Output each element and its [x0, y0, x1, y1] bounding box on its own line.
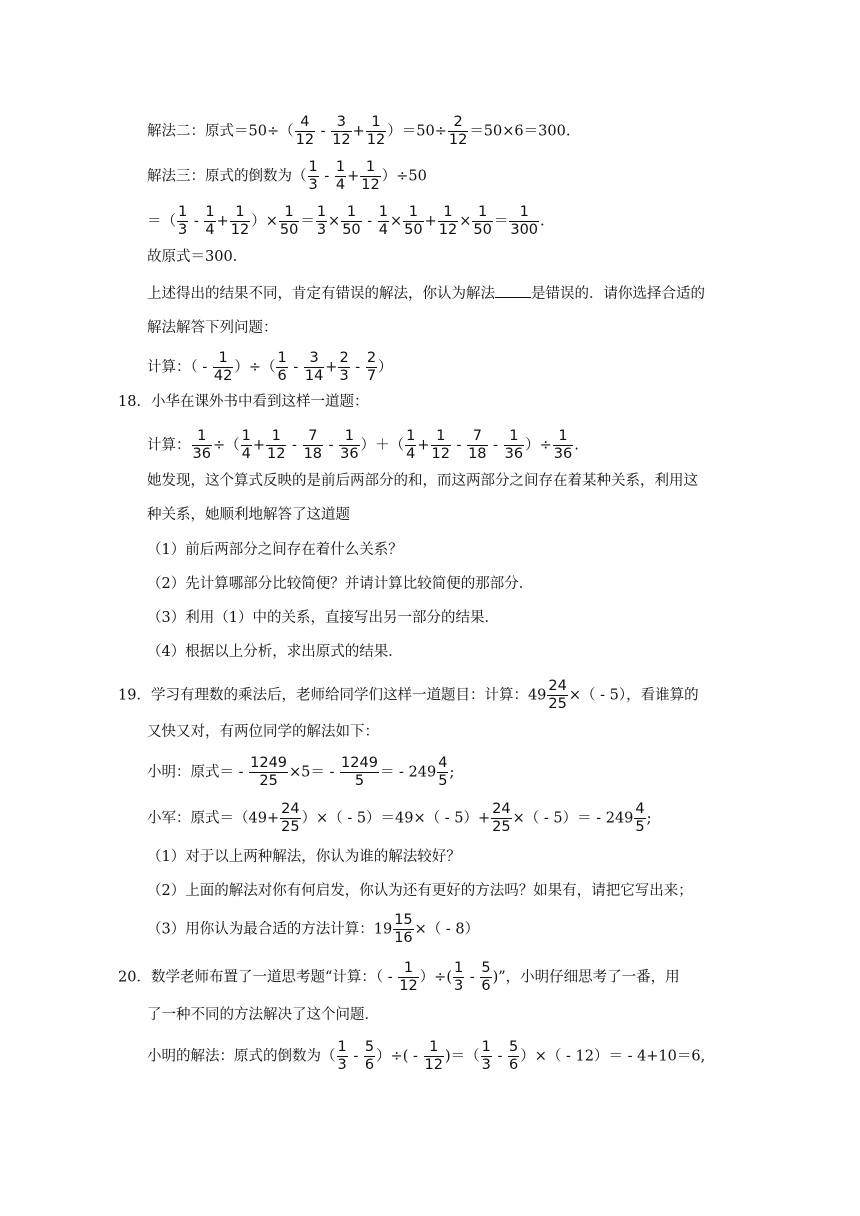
- denominator: 12: [267, 446, 286, 462]
- denominator: 12: [399, 978, 418, 994]
- denominator: 300: [510, 222, 539, 238]
- result-line: 故原式＝300.: [147, 249, 238, 265]
- fraction: [398, 960, 418, 995]
- numerator: 1: [279, 204, 299, 222]
- xiaoming-q20-solution: [147, 1039, 705, 1074]
- operator: -: [488, 437, 503, 454]
- text: ）÷（: [234, 359, 276, 376]
- text: 计算：（ -: [147, 359, 212, 376]
- operator: -: [350, 359, 365, 376]
- numerator: 7: [467, 428, 487, 446]
- numerator: 2: [448, 114, 468, 132]
- fraction: [553, 428, 573, 463]
- fraction: [241, 428, 252, 463]
- question-paragraph-line: 解法解答下列问题：: [147, 320, 278, 336]
- denominator: 36: [340, 446, 359, 462]
- fraction: [276, 350, 287, 385]
- numerator: 5: [481, 960, 491, 976]
- denominator: 16: [394, 930, 413, 946]
- operator: -: [465, 969, 480, 986]
- numerator: 1: [553, 428, 573, 446]
- numerator: 24: [281, 801, 300, 817]
- text: ×（ - 8）: [414, 921, 480, 938]
- denominator: 12: [295, 132, 315, 148]
- text: （3）用你认为最合适的方法计算：19: [147, 921, 393, 938]
- numerator: 1: [178, 204, 188, 220]
- denominator: 4: [378, 222, 389, 238]
- fraction: [437, 755, 448, 790]
- fraction: [491, 801, 511, 836]
- denominator: 3: [339, 368, 349, 384]
- fraction: [337, 1039, 348, 1074]
- numerator: 1249: [250, 755, 288, 771]
- denominator: 25: [281, 819, 300, 835]
- text: .: [574, 437, 579, 454]
- text: ;: [646, 810, 652, 827]
- text: 小军：原式＝（49+: [147, 810, 280, 827]
- text: ×: [328, 213, 341, 230]
- text: 上述得出的结果不同，肯定有错误的解法，你认为解法: [147, 286, 495, 302]
- text: ）＝50÷: [387, 123, 447, 140]
- denominator: 5: [354, 773, 365, 789]
- numerator: 1: [504, 428, 524, 446]
- operator: +: [417, 437, 430, 454]
- numerator: 4: [438, 755, 448, 771]
- fraction: [279, 204, 299, 239]
- subquestion: （2）上面的解法对你有何启发，你认为还有更好的方法吗？如果有，请把它写出来；: [147, 883, 693, 899]
- fraction: [364, 1039, 375, 1074]
- denominator: 7: [366, 368, 377, 384]
- fraction: [405, 428, 416, 463]
- text: .: [540, 213, 545, 230]
- fraction: [331, 114, 351, 149]
- text: ）÷50: [381, 168, 427, 185]
- text: ）×（ - 12）＝ - 4+10＝6,: [520, 1048, 706, 1065]
- operator: -: [319, 168, 334, 185]
- text: -: [362, 213, 377, 230]
- fraction: [438, 204, 458, 239]
- denominator: 3: [337, 1057, 347, 1073]
- solution-two-line: [147, 114, 570, 149]
- denominator: 3: [316, 222, 327, 238]
- denominator: 3: [481, 1057, 491, 1073]
- fraction: [339, 428, 359, 463]
- numerator: 1: [316, 204, 327, 220]
- numerator: 1: [337, 1039, 347, 1055]
- denominator: 18: [303, 446, 323, 462]
- fraction: [481, 1039, 492, 1074]
- numerator: 2: [339, 350, 349, 366]
- text: ;: [449, 764, 455, 781]
- fraction: [230, 204, 250, 239]
- paragraph-line: 种关系，她顺利地解答了这道题: [147, 507, 350, 523]
- fraction: [177, 204, 188, 239]
- numerator: 1: [241, 428, 251, 444]
- denominator: 12: [361, 177, 380, 193]
- denominator: 12: [230, 222, 250, 238]
- denominator: 14: [304, 368, 324, 384]
- denominator: 6: [481, 978, 491, 994]
- operator: -: [324, 437, 339, 454]
- numerator: 1: [205, 204, 215, 220]
- numerator: 1: [339, 428, 359, 446]
- operator: +: [325, 359, 338, 376]
- fraction: [448, 114, 468, 149]
- numerator: 1: [472, 204, 492, 222]
- text: 19．学习有理数的乘法后，老师给同学们这样一道题目：计算：49: [118, 687, 547, 704]
- numerator: 1: [438, 204, 458, 222]
- denominator: 12: [366, 132, 386, 148]
- calc-18-line: [147, 428, 579, 463]
- text: ×5＝ -: [289, 764, 340, 781]
- subquestion: （2）先计算哪部分比较简便？并请计算比较简便的那部分．: [147, 576, 534, 592]
- operator: +: [352, 123, 365, 140]
- numerator: 7: [303, 428, 323, 446]
- denominator: 36: [504, 446, 524, 462]
- numerator: 1: [406, 428, 416, 444]
- fraction: [295, 114, 315, 149]
- fraction: [316, 204, 327, 239]
- question-18-title: 18．小华在课外书中看到这样一道题：: [118, 394, 369, 410]
- fraction: [280, 801, 300, 836]
- denominator: 12: [424, 1057, 443, 1073]
- numerator: 2: [366, 350, 377, 366]
- fraction: [360, 159, 380, 194]
- text: ×: [390, 213, 403, 230]
- text: ＝: [493, 213, 509, 230]
- denominator: 42: [213, 368, 233, 384]
- fraction: [304, 350, 324, 385]
- text: ＝50×6＝300.: [469, 123, 571, 140]
- fraction: [340, 755, 379, 790]
- numerator: 1: [335, 159, 346, 175]
- numerator: 1249: [341, 755, 378, 771]
- solution-three-line: [147, 159, 427, 194]
- denominator: 50: [279, 222, 299, 238]
- numerator: 5: [364, 1039, 375, 1055]
- subquestion: （4）根据以上分析，求出原式的结果．: [147, 644, 403, 660]
- denominator: 50: [404, 222, 423, 238]
- numerator: 1: [403, 204, 423, 222]
- xiaoming-solution: [147, 755, 454, 790]
- solution-three-expansion: [147, 204, 545, 239]
- denominator: 12: [332, 132, 351, 148]
- fraction: [424, 1039, 444, 1074]
- subquestion: （3）利用（1）中的关系，直接写出另一部分的结果．: [147, 610, 499, 626]
- question-20-title: [118, 960, 680, 995]
- subquestion: [147, 912, 479, 947]
- denominator: 12: [448, 132, 468, 148]
- fraction: [266, 428, 286, 463]
- text: ）＋（: [360, 437, 405, 454]
- denominator: 6: [509, 1057, 519, 1073]
- fraction: [204, 204, 215, 239]
- text: 解法三：原式的倒数为（: [147, 168, 307, 185]
- operator: -: [492, 1048, 508, 1065]
- text: ×（ - 5）＝ - 249: [512, 810, 634, 827]
- text: ×（ - 5），看谁算的: [568, 687, 699, 704]
- numerator: 1: [378, 204, 389, 220]
- numerator: 1: [481, 1039, 491, 1055]
- text: ）÷( -: [376, 1048, 423, 1065]
- text: ）×: [251, 213, 278, 230]
- numerator: 1: [341, 204, 361, 222]
- fraction: [547, 678, 567, 713]
- operator: +: [216, 213, 229, 230]
- text: ）÷(: [419, 969, 452, 986]
- fraction: [366, 350, 377, 385]
- numerator: 1: [454, 960, 464, 976]
- text: 是错误的．请你选择合适的: [531, 286, 705, 302]
- fraction: [453, 960, 464, 995]
- denominator: 5: [635, 819, 645, 835]
- fraction: [403, 204, 423, 239]
- numerator: 3: [304, 350, 324, 368]
- subquestion: （1）对于以上两种解法，你认为谁的解法较好？: [147, 849, 461, 865]
- denominator: 36: [192, 446, 211, 462]
- text: ÷（: [212, 437, 240, 454]
- text: 小明：原式＝ -: [147, 764, 249, 781]
- operator: -: [189, 213, 204, 230]
- denominator: 3: [178, 222, 188, 238]
- denominator: 12: [438, 222, 458, 238]
- fraction: [308, 159, 319, 194]
- numerator: 1: [213, 350, 233, 368]
- fraction: [393, 912, 413, 947]
- denominator: 25: [548, 696, 567, 712]
- fraction: [335, 159, 346, 194]
- calc-17-line: [147, 350, 393, 385]
- fraction: [249, 755, 288, 790]
- subquestion: （1）前后两部分之间存在着什么关系？: [147, 542, 403, 558]
- numerator: 1: [192, 428, 212, 446]
- denominator: 12: [431, 446, 450, 462]
- numerator: 1: [308, 159, 318, 175]
- fraction: [467, 428, 487, 463]
- text: )”，小明仔细思考了一番，用: [492, 969, 680, 986]
- fraction: [341, 204, 361, 239]
- denominator: 4: [335, 177, 346, 193]
- text: ）: [378, 359, 393, 376]
- numerator: 1: [360, 159, 380, 177]
- numerator: 1: [431, 428, 451, 446]
- operator: -: [348, 1048, 363, 1065]
- operator: -: [288, 359, 303, 376]
- paragraph-line: 她发现，这个算式反映的是前后两部分的和，而这两部分之间存在着某种关系，利用这: [147, 473, 698, 489]
- fraction: [508, 1039, 519, 1074]
- text: +: [424, 213, 437, 230]
- denominator: 6: [277, 368, 287, 384]
- denominator: 50: [473, 222, 492, 238]
- numerator: 1: [230, 204, 250, 222]
- text: 解法二：原式＝50÷（: [147, 123, 294, 140]
- fraction: [472, 204, 492, 239]
- text: ＝（: [147, 213, 176, 230]
- fraction: [504, 428, 524, 463]
- fraction: [378, 204, 389, 239]
- paragraph-line: 了一种不同的方法解决了这个问题．: [147, 1007, 379, 1023]
- fraction: [338, 350, 349, 385]
- text: 计算：: [147, 437, 191, 454]
- question-paragraph-line: [147, 283, 705, 304]
- denominator: 6: [364, 1057, 375, 1073]
- text: ）÷: [525, 437, 552, 454]
- numerator: 4: [295, 114, 315, 132]
- numerator: 24: [548, 678, 567, 694]
- fraction: [192, 428, 212, 463]
- operator: -: [316, 123, 331, 140]
- denominator: 5: [438, 773, 448, 789]
- text: 小明的解法：原式的倒数为（: [147, 1048, 336, 1065]
- denominator: 36: [553, 446, 573, 462]
- numerator: 15: [394, 912, 413, 928]
- operator: -: [287, 437, 302, 454]
- text: ＝ - 249: [379, 764, 437, 781]
- fraction: [509, 204, 539, 239]
- numerator: 5: [509, 1039, 519, 1055]
- numerator: 1: [266, 428, 286, 446]
- paragraph-line: 又快又对，有两位同学的解法如下：: [147, 724, 379, 740]
- text: ＝: [300, 213, 315, 230]
- xiaojun-solution: [147, 801, 652, 836]
- question-19-title: [118, 678, 699, 713]
- denominator: 50: [342, 222, 361, 238]
- numerator: 1: [366, 114, 386, 132]
- numerator: 4: [635, 801, 645, 817]
- answer-blank: [495, 283, 531, 298]
- fraction: [480, 960, 491, 995]
- denominator: 4: [406, 446, 416, 462]
- denominator: 4: [241, 446, 251, 462]
- fraction: [634, 801, 645, 836]
- operator: +: [252, 437, 265, 454]
- operator: -: [451, 437, 467, 454]
- numerator: 1: [509, 204, 539, 222]
- operator: +: [347, 168, 360, 185]
- numerator: 1: [277, 350, 287, 366]
- fraction: [213, 350, 233, 385]
- denominator: 25: [492, 819, 511, 835]
- text: ×: [459, 213, 472, 230]
- text: ）×（ - 5）＝49×（ - 5）+: [301, 810, 491, 827]
- denominator: 3: [308, 177, 318, 193]
- fraction: [431, 428, 451, 463]
- fraction: [303, 428, 323, 463]
- text: 20．数学老师布置了一道思考题“计算：（ -: [118, 969, 398, 986]
- numerator: 3: [331, 114, 351, 132]
- denominator: 25: [259, 773, 278, 789]
- numerator: 1: [424, 1039, 444, 1057]
- numerator: 1: [398, 960, 418, 978]
- denominator: 3: [454, 978, 464, 994]
- denominator: 18: [468, 446, 487, 462]
- text: )＝（: [444, 1048, 480, 1065]
- denominator: 4: [205, 222, 215, 238]
- numerator: 24: [492, 801, 511, 817]
- fraction: [366, 114, 386, 149]
